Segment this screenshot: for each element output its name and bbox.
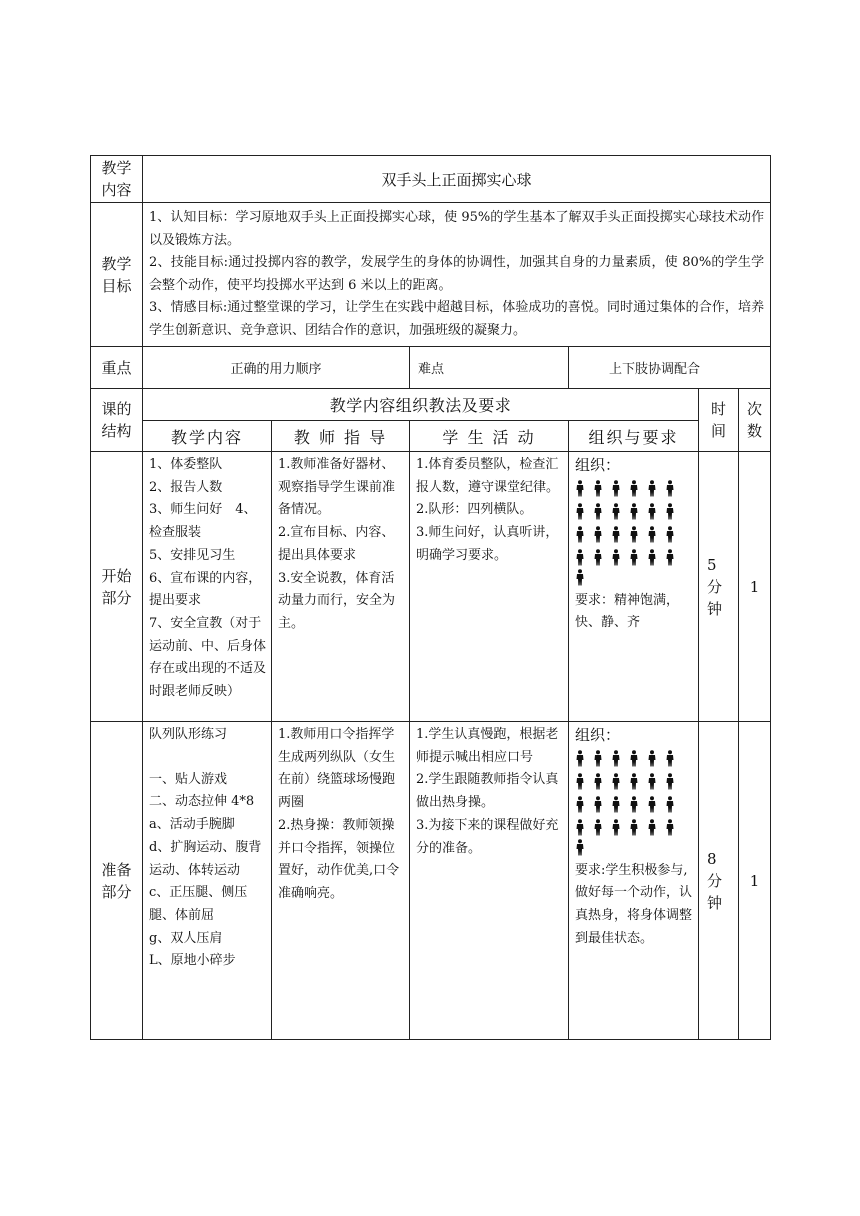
time-unit-1: 分 [707, 577, 723, 596]
count-header-2: 数 [747, 422, 763, 440]
list-item: 2.热身操：教师领操并口令指挥，领操位置好，动作优美,口令准确响亮。 [278, 817, 400, 901]
prep-label-2: 部分 [101, 882, 132, 901]
structure-label-2: 结构 [101, 422, 132, 440]
time-header [699, 389, 739, 452]
sub-header-teacher: 教 师 指 导 [272, 421, 410, 452]
start-section-label [91, 452, 143, 722]
list-item: 1.教师用口令指挥学生成两列纵队（女生在前）绕篮球场慢跑两圈 [278, 727, 396, 811]
person-icon [647, 503, 657, 520]
start-time-cell [699, 452, 739, 722]
person-icon [593, 773, 603, 790]
person-icon [665, 480, 675, 497]
goals-cell [143, 203, 771, 347]
list-item: 1.教师准备好器材、观察指导学生课前准备情况。 [278, 457, 396, 518]
list-item: c、正压腿、侧压腿、体前屈 [149, 885, 248, 923]
formation-row [575, 477, 675, 500]
person-icon [575, 480, 585, 497]
cognitive-goal: 1、认知目标：学习原地双手头上正面投掷实心球，使 95%的学生基本了解双手头正面投掷实心球技术动作以及锻炼方法。 [149, 210, 765, 248]
person-icon [593, 526, 603, 543]
person-icon [629, 503, 639, 520]
time-value: 5 [707, 555, 717, 574]
person-icon [575, 773, 585, 790]
person-icon [593, 750, 603, 767]
key-value: 正确的用力顺序 [143, 347, 410, 389]
person-icon [665, 526, 675, 543]
person-icon [629, 773, 639, 790]
person-icon [593, 796, 603, 813]
formation-row [575, 500, 675, 523]
person-icon [629, 750, 639, 767]
skill-goal: 2、技能目标:通过投掷内容的教学，发展学生的身体的协调性，加强其自身的力量素质，使 80%的学生学会整个动作，使平均投掷水平达到 6 米以上的距离。 [149, 255, 765, 293]
list-item: 7、安全宣教（对于运动前、中、后身体存在或出现的不适及时跟老师反映） [149, 615, 267, 700]
person-icon [647, 480, 657, 497]
teacher-person-icon [575, 569, 585, 586]
person-icon [611, 503, 621, 520]
person-icon [575, 549, 585, 566]
count-header [739, 389, 771, 452]
person-icon [629, 549, 639, 566]
affective-goal: 3、情感目标:通过整堂课的学习，让学生在实践中超越目标，体验成功的喜悦。同时通过集体的合作，培养学生创新意识、竞争意识、团结合作的意识，加强班级的凝聚力。 [149, 300, 765, 338]
person-icon [593, 819, 603, 836]
start-count-cell: 1 [739, 452, 771, 722]
structure-main-header: 教学内容组织教法及要求 [143, 389, 699, 421]
list-item: 二、动态拉伸 4*8 [149, 794, 255, 810]
person-icon [575, 750, 585, 767]
list-item: 2.队形：四列横队。 [416, 502, 533, 518]
time-unit-1: 分 [707, 871, 723, 890]
content-label-1: 教学 [101, 159, 132, 177]
person-icon [647, 819, 657, 836]
prep-teacher-cell [272, 722, 410, 1040]
list-item: 1、体委整队 [149, 457, 223, 472]
list-item: 3、师生问好 4、检查服装 [149, 502, 257, 541]
teacher-position [575, 569, 693, 586]
goals-label-cell [91, 203, 143, 347]
prep-time-cell [699, 722, 739, 1040]
person-icon [647, 526, 657, 543]
list-item: 1.体育委员整队，检查汇报人数，遵守课堂纪律。 [416, 457, 560, 495]
list-item: 2、报告人数 [149, 479, 223, 495]
formation-row [575, 546, 675, 569]
list-item: 3.为接下来的课程做好充分的准备。 [416, 817, 559, 856]
difficulty-label: 难点 [410, 347, 569, 389]
formation-row [575, 793, 675, 816]
prep-section-row [91, 722, 771, 1040]
requirement-text: 要求:学生积极参与,做好每一个动作，认真热身，将身体调整到最佳状态。 [575, 862, 693, 946]
prep-student-cell [410, 722, 569, 1040]
person-icon [611, 819, 621, 836]
person-icon [629, 796, 639, 813]
list-item: 3.师生问好，认真听讲，明确学习要求。 [416, 525, 559, 563]
organization-label: 组织： [575, 726, 621, 744]
time-unit-2: 钟 [707, 599, 723, 618]
goals-label-2: 目标 [101, 276, 132, 295]
list-item: 队列队形练习 [149, 727, 228, 742]
prep-organization-cell [569, 722, 699, 1040]
person-icon [575, 796, 585, 813]
person-icon [665, 819, 675, 836]
person-icon [647, 773, 657, 790]
organization-label: 组织： [575, 456, 621, 474]
person-icon [665, 773, 675, 790]
time-value: 8 [707, 849, 717, 868]
count-header-1: 次 [747, 400, 763, 418]
person-icon [575, 526, 585, 543]
person-icon [647, 750, 657, 767]
list-item: d、扩胸运动、腹背运动、体转运动 [149, 839, 262, 878]
content-label-cell [91, 156, 143, 203]
sub-header-content: 教学内容 [143, 421, 272, 452]
person-icon [611, 750, 621, 767]
person-icon [593, 549, 603, 566]
person-icon [575, 819, 585, 836]
person-icon [629, 480, 639, 497]
formation-row [575, 523, 675, 546]
content-label-2: 内容 [101, 181, 132, 199]
list-item: 1.学生认真慢跑，根据老师提示喊出相应口号 [416, 727, 559, 765]
teacher-position [575, 839, 693, 856]
time-header-2: 间 [710, 422, 726, 440]
person-icon [611, 526, 621, 543]
person-icon [593, 480, 603, 497]
list-item: a、活动手腕脚 [149, 817, 235, 833]
start-organization-cell [569, 452, 699, 722]
goals-label-1: 教学 [101, 254, 132, 273]
person-icon [611, 480, 621, 497]
prep-label-1: 准备 [101, 860, 132, 879]
person-icon [611, 796, 621, 813]
difficulty-value: 上下肢协调配合 [569, 347, 771, 389]
list-item: 2.学生跟随教师指令认真做出热身操。 [416, 772, 559, 811]
list-item: 一、贴人游戏 [149, 771, 228, 787]
list-item [149, 747, 266, 769]
sub-header-row [91, 421, 771, 452]
list-item: 6、宣布课的内容，提出要求 [149, 570, 262, 609]
content-row [91, 156, 771, 203]
start-label-2: 部分 [101, 588, 132, 607]
student-formation [575, 477, 675, 569]
list-item: L、原地小碎步 [149, 953, 236, 969]
lesson-plan-table [90, 155, 771, 1040]
prep-count-cell: 1 [739, 722, 771, 1040]
time-header-1: 时 [710, 400, 726, 418]
start-label-1: 开始 [101, 566, 132, 585]
start-section-row [91, 452, 771, 722]
prep-section-label [91, 722, 143, 1040]
person-icon [575, 503, 585, 520]
start-student-cell [410, 452, 569, 722]
teacher-person-icon [575, 839, 585, 856]
formation-row [575, 770, 675, 793]
person-icon [629, 526, 639, 543]
person-icon [647, 549, 657, 566]
list-item: g、双人压肩 [149, 930, 223, 946]
formation-row [575, 816, 675, 839]
person-icon [665, 503, 675, 520]
person-icon [629, 819, 639, 836]
person-icon [665, 750, 675, 767]
person-icon [611, 549, 621, 566]
lesson-title: 双手头上正面掷实心球 [143, 156, 771, 203]
goals-row [91, 203, 771, 347]
list-item: 3.安全说教，体育活动量力而行，安全为主。 [278, 570, 396, 631]
sub-header-organization: 组织与要求 [569, 421, 699, 452]
requirement-text: 要求：精神饱满，快、静、齐 [575, 592, 680, 631]
student-formation [575, 747, 675, 839]
start-teacher-cell [272, 452, 410, 722]
start-content-cell [143, 452, 272, 722]
sub-header-student: 学 生 活 动 [410, 421, 569, 452]
structure-label-cell [91, 389, 143, 452]
structure-header-row [91, 389, 771, 421]
formation-row [575, 747, 675, 770]
key-difficulty-row [91, 347, 771, 389]
person-icon [665, 549, 675, 566]
person-icon [647, 796, 657, 813]
list-item: 2.宣布目标、内容、提出具体要求 [278, 525, 395, 563]
time-unit-2: 钟 [707, 893, 723, 912]
person-icon [611, 773, 621, 790]
person-icon [593, 503, 603, 520]
key-label: 重点 [91, 347, 143, 389]
person-icon [665, 796, 675, 813]
prep-content-cell [143, 722, 272, 1040]
list-item: 5、安排见习生 [149, 547, 236, 563]
structure-label-1: 课的 [101, 400, 132, 418]
